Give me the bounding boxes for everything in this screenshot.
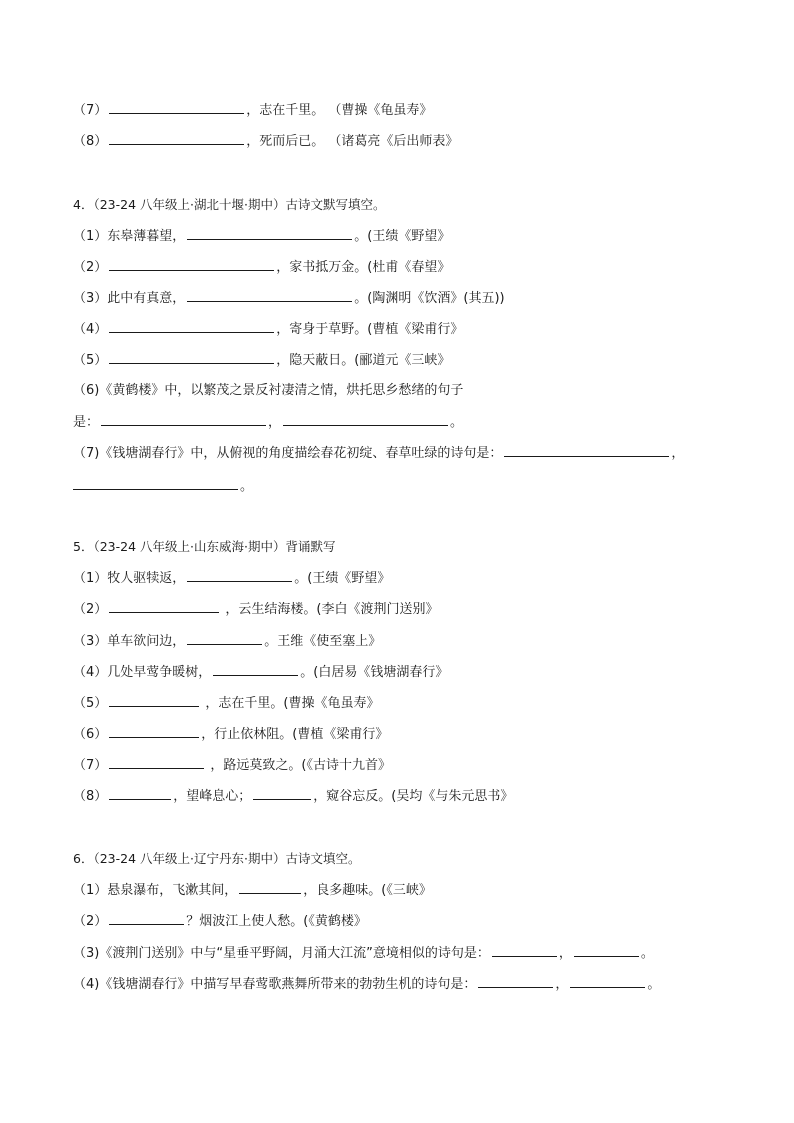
item-text: 。(王绩《野望》: [294, 571, 391, 586]
item-text: ，: [268, 415, 282, 430]
q6-item-3: [73, 944, 734, 963]
item-text: 牧人驱犊返，: [107, 571, 186, 586]
q4-item-7-prompt: [73, 444, 734, 463]
answer-blank[interactable]: [109, 101, 244, 114]
item-number: （6）: [73, 727, 108, 742]
answer-blank[interactable]: [109, 351, 274, 364]
item-text: 东皋薄暮望，: [107, 229, 186, 244]
item-text: ？烟波江上使人愁。(《黄鹤楼》: [186, 914, 367, 929]
item-text: （7)《钱塘湖春行》中，从俯视的角度描绘春花初绽、春草吐绿的诗句是：: [73, 446, 503, 461]
item-text: 悬泉瀑布，飞漱其间，: [107, 883, 238, 898]
q4-item-6-prompt: （6)《黄鹤楼》中，以繁茂之景反衬凄清之情，烘托思乡愁绪的句子: [73, 383, 464, 398]
q5-header: 5．（23-24 八年级上·山东威海·期中）背诵默写: [73, 539, 336, 554]
item-number: （7）: [73, 758, 108, 773]
item-number: （8）: [73, 134, 108, 149]
answer-blank[interactable]: [109, 756, 204, 769]
item-number: （3）: [73, 291, 108, 306]
answer-blank[interactable]: [239, 881, 301, 894]
item-text: 是：: [73, 415, 100, 430]
item-number: （5）: [73, 353, 108, 368]
item-number: （2）: [73, 914, 108, 929]
item-text: ，良多趣味。(《三峡》: [303, 883, 432, 898]
item-text: ，路远莫致之。(《古诗十九首》: [206, 758, 391, 773]
answer-blank[interactable]: [109, 787, 171, 800]
answer-blank[interactable]: [109, 600, 219, 613]
item-text: ，: [671, 446, 685, 461]
answer-blank[interactable]: [109, 258, 274, 271]
answer-blank[interactable]: [109, 694, 199, 707]
q3-item-8: [73, 132, 734, 151]
answer-blank[interactable]: [253, 787, 311, 800]
item-text: ，望峰息心；: [173, 789, 252, 804]
item-text: 。: [240, 479, 254, 494]
item-text: 。(白居易《钱塘湖春行》: [300, 665, 449, 680]
item-number: （1）: [73, 571, 108, 586]
q4-item-6-answer: [73, 413, 734, 432]
item-number: （1）: [73, 883, 108, 898]
q4-item-7-answer: [73, 477, 734, 496]
item-text: ，: [555, 977, 569, 992]
item-text: 几处早莺争暖树，: [107, 665, 212, 680]
answer-blank[interactable]: [73, 477, 238, 490]
q3-item-7: [73, 101, 734, 120]
answer-blank[interactable]: [283, 413, 448, 426]
item-text: 。王维《使至塞上》: [264, 634, 382, 649]
q6-item-4: [73, 975, 734, 994]
item-text: 。(王绩《野望》: [354, 229, 451, 244]
item-text: ，死而后已。 （诸葛亮《后出师表》: [246, 134, 459, 149]
item-text: ，寄身于草野。(曹植《梁甫行》: [276, 322, 464, 337]
q4-item-3: [73, 289, 734, 308]
item-number: （5）: [73, 696, 108, 711]
answer-blank[interactable]: [109, 912, 184, 925]
item-number: （2）: [73, 260, 108, 275]
item-number: （8）: [73, 789, 108, 804]
q4-item-4: [73, 320, 734, 339]
q6-header: 6．（23-24 八年级上·辽宁丹东·期中）古诗文填空。: [73, 851, 361, 866]
item-text: ，行止依林阻。(曹植《梁甫行》: [201, 727, 389, 742]
item-number: （3）: [73, 634, 108, 649]
answer-blank[interactable]: [492, 944, 557, 957]
answer-blank[interactable]: [187, 569, 292, 582]
answer-blank[interactable]: [504, 444, 669, 457]
item-text: 。(陶渊明《饮酒》(其五)): [354, 291, 505, 306]
item-text: （3)《渡荆门送别》中与“星垂平野阔，月涌大江流”意境相似的诗句是：: [73, 946, 490, 961]
item-text: ，志在千里。(曹操《龟虽寿》: [201, 696, 380, 711]
q5-item-3: [73, 632, 734, 651]
item-text: ，志在千里。 （曹操《龟虽寿》: [246, 103, 433, 118]
answer-blank[interactable]: [101, 413, 266, 426]
q6-item-1: [73, 881, 734, 900]
item-text: ，: [558, 946, 572, 961]
q4-item-5: [73, 351, 734, 370]
item-text: ，家书抵万金。(杜甫《春望》: [276, 260, 451, 275]
answer-blank[interactable]: [109, 320, 274, 333]
item-text: 。: [640, 946, 654, 961]
q5-item-5: [73, 694, 734, 713]
q4-item-2: [73, 258, 734, 277]
item-text: 。: [647, 977, 661, 992]
item-text: 此中有真意，: [107, 291, 186, 306]
q5-item-4: [73, 663, 734, 682]
q5-item-7: [73, 756, 734, 775]
item-number: （2）: [73, 602, 108, 617]
item-number: （1）: [73, 229, 108, 244]
q5-item-6: [73, 725, 734, 744]
item-text: ，窥谷忘反。(吴均《与朱元思书》: [313, 789, 514, 804]
item-text: 。: [450, 415, 464, 430]
item-text: ，隐天蔽日。(郦道元《三峡》: [276, 353, 451, 368]
q5-item-2: [73, 600, 734, 619]
q4-item-1: [73, 227, 734, 246]
item-number: （4）: [73, 665, 108, 680]
q4-header: 4．（23-24 八年级上·湖北十堰·期中）古诗文默写填空。: [73, 197, 386, 212]
answer-blank[interactable]: [109, 725, 199, 738]
item-text: 单车欲问边，: [107, 634, 186, 649]
q6-item-2: [73, 912, 734, 931]
item-text: ，云生结海楼。(李白《渡荆门送别》: [221, 602, 439, 617]
answer-blank[interactable]: [213, 663, 298, 676]
answer-blank[interactable]: [187, 289, 352, 302]
answer-blank[interactable]: [187, 227, 352, 240]
answer-blank[interactable]: [574, 944, 639, 957]
q5-item-1: [73, 569, 734, 588]
answer-blank[interactable]: [570, 975, 645, 988]
q5-item-8: [73, 787, 734, 806]
answer-blank[interactable]: [109, 132, 244, 145]
answer-blank[interactable]: [478, 975, 553, 988]
item-text: （4)《钱塘湖春行》中描写早春莺歌燕舞所带来的勃勃生机的诗句是：: [73, 977, 477, 992]
item-number: （4）: [73, 322, 108, 337]
answer-blank[interactable]: [187, 632, 262, 645]
item-number: （7）: [73, 103, 108, 118]
